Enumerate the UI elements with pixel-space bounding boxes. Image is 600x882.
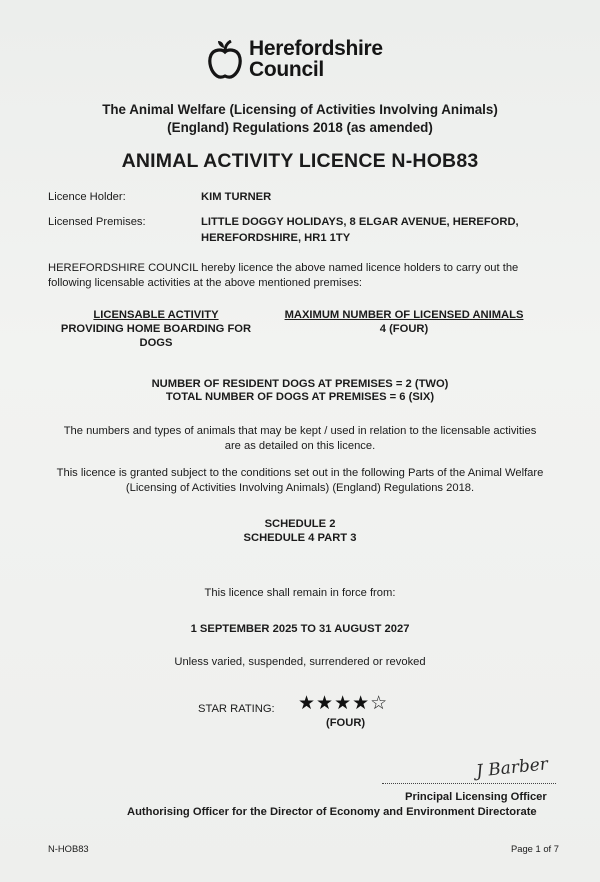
force-text: This licence shall remain in force from: [204,587,396,599]
regulations-line-1: The Animal Welfare (Licensing of Activities Involving Animals) [102,102,498,117]
max-animals-header: MAXIMUM NUMBER OF LICENSED ANIMALS [284,309,524,321]
licence-title: ANIMAL ACTIVITY LICENCE N-HOB83 [121,150,479,172]
activity-header: LICENSABLE ACTIVITY [93,309,219,321]
apple-logo-icon [207,40,243,80]
logo-line-2: Council [249,58,324,81]
star-rating-stars: ★★★★☆ [298,693,389,714]
signature-line [382,783,556,784]
premises-value [201,214,561,246]
premises-line-1: LITTLE DOGGY HOLIDAYS, 8 ELGAR AVENUE, HEREFORD, [201,216,519,228]
handwritten-signature: J Barber [475,754,549,782]
regulations-heading [0,101,600,137]
premises-label: Licensed Premises: [48,216,146,228]
officer-title: Principal Licensing Officer [405,791,547,803]
conditions-line-2: (Licensing of Activities Involving Animals) (England) Regulations 2018. [125,482,475,494]
activity-line-1: PROVIDING HOME BOARDING FOR [60,323,252,335]
numbers-note [0,424,600,454]
numbers-note-line-2: are as detailed on this licence. [224,440,376,452]
footer-page-number: Page 1 of 7 [511,843,559,854]
resident-dogs: NUMBER OF RESIDENT DOGS AT PREMISES = 2 (TWO) [151,378,449,390]
premises-line-2: HEREFORDSHIRE, HR1 1TY [201,232,351,244]
star-rating-label: STAR RATING: [198,703,275,715]
council-logo [207,38,397,84]
conditions-line-1: This licence is granted subject to the conditions set out in the following Parts of the Animal Welfare [56,467,544,479]
licence-dates: 1 SEPTEMBER 2025 TO 31 AUGUST 2027 [190,623,410,635]
activity-line-2: DOGS [139,337,173,349]
intro-line-1: HEREFORDSHIRE COUNCIL hereby licence the above named licence holders to carry out the [48,262,519,274]
star-rating-word: (FOUR) [326,717,366,729]
max-animals-value: 4 (FOUR) [379,323,429,335]
officer-role: Authorising Officer for the Director of Economy and Environment Directorate [127,806,537,818]
activity-value [56,322,256,350]
regulations-line-2: (England) Regulations 2018 (as amended) [167,120,433,135]
numbers-note-line-1: The numbers and types of animals that may be kept / used in relation to the licensable activities [63,425,537,437]
holder-label: Licence Holder: [48,191,126,203]
footer-reference: N-HOB83 [48,843,89,854]
holder-value: KIM TURNER [201,191,272,203]
unless-text: Unless varied, suspended, surrendered or revoked [174,656,426,668]
total-dogs: TOTAL NUMBER OF DOGS AT PREMISES = 6 (SIX) [165,391,435,403]
conditions-text [0,466,600,496]
council-name [249,38,383,80]
intro-line-2: following licensable activities at the above mentioned premises: [48,277,363,289]
schedule-line-2: SCHEDULE 4 PART 3 [243,532,357,544]
schedule-line-1: SCHEDULE 2 [264,518,336,530]
intro-text [48,261,563,291]
logo-line-1: Herefordshire [249,37,383,60]
schedules [0,517,600,545]
